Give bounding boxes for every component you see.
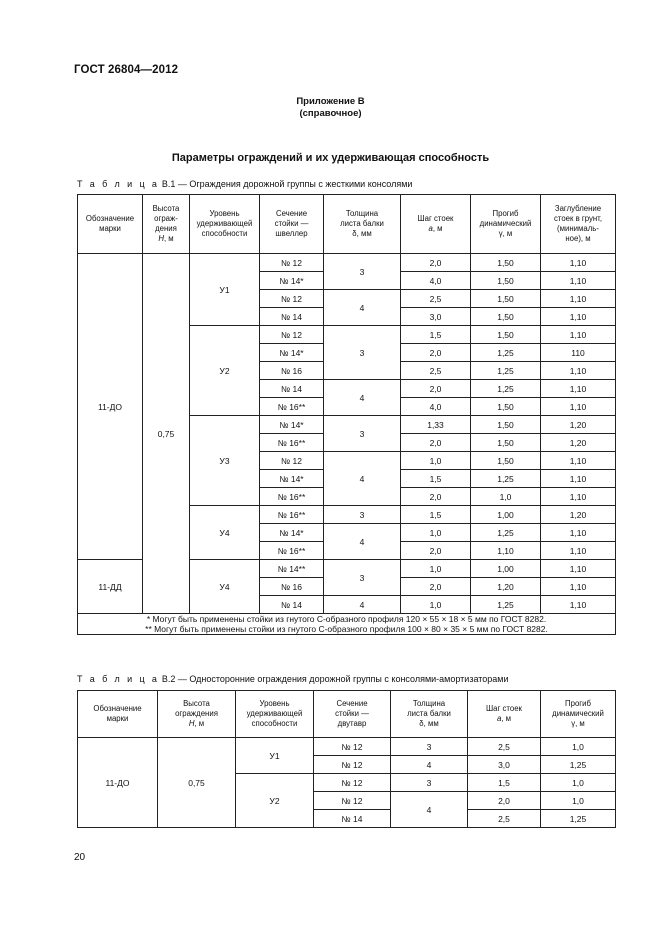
depth-cell: 1,10 [541,488,616,506]
table2 [77,690,616,828]
table2-header-6: Прогиб динамический γ, м [541,691,616,738]
thickness-cell: 3 [391,774,468,792]
step-cell: 1,0 [401,596,471,614]
deflection-cell: 1,50 [471,272,541,290]
level-cell: У4 [190,506,260,560]
thickness-cell: 3 [324,506,401,524]
section-cell: № 16** [260,434,324,452]
depth-cell: 1,10 [541,290,616,308]
step-cell: 1,0 [401,560,471,578]
section-cell: № 16** [260,398,324,416]
step-cell: 2,0 [401,578,471,596]
table2-header-2: Уровень удерживающей способности [236,691,314,738]
depth-cell: 1,10 [541,272,616,290]
step-cell: 1,5 [401,506,471,524]
deflection-cell: 1,20 [471,578,541,596]
depth-cell: 1,10 [541,326,616,344]
thickness-cell: 3 [324,254,401,290]
level-cell: У1 [236,738,314,774]
table1-header-4: Толщина листа балки δ, мм [324,195,401,254]
depth-cell: 1,10 [541,578,616,596]
step-cell: 1,5 [468,774,541,792]
step-cell: 1,5 [401,326,471,344]
deflection-cell: 1,25 [471,524,541,542]
thickness-cell: 4 [391,792,468,828]
section-title: Параметры ограждений и их удерживающая способность [171,152,490,164]
deflection-cell: 1,0 [541,792,616,810]
step-cell: 2,0 [401,434,471,452]
section-cell: № 12 [314,792,391,810]
table1-caption [77,179,412,189]
section-cell: № 12 [260,290,324,308]
depth-cell: 1,10 [541,524,616,542]
deflection-cell: 1,25 [541,810,616,828]
section-cell: № 12 [260,326,324,344]
depth-cell: 1,10 [541,398,616,416]
deflection-cell: 1,00 [471,506,541,524]
deflection-cell: 1,0 [541,774,616,792]
thickness-cell: 3 [324,560,401,596]
appendix-subtitle: (справочное) [299,108,362,119]
deflection-cell: 1,25 [471,596,541,614]
thickness-cell: 4 [324,524,401,560]
deflection-cell: 1,50 [471,434,541,452]
table2-label: Т а б л и ц а [77,674,160,684]
depth-cell: 1,10 [541,362,616,380]
table1-header-1: Высота ограж- дения H, м [143,195,190,254]
thickness-cell: 3 [324,416,401,452]
page-number: 20 [74,852,86,863]
deflection-cell: 1,50 [471,290,541,308]
step-cell: 1,0 [401,452,471,470]
table2-header-row [78,691,616,738]
mark-cell: 11-ДД [78,560,143,614]
mark-cell: 11-ДО [78,254,143,560]
section-cell: № 14 [260,380,324,398]
deflection-cell: 1,0 [471,488,541,506]
step-cell: 1,33 [401,416,471,434]
step-cell: 2,5 [401,290,471,308]
deflection-cell: 1,10 [471,542,541,560]
section-cell: № 14* [260,470,324,488]
step-cell: 2,0 [468,792,541,810]
table1 [77,194,616,635]
deflection-cell: 1,25 [471,362,541,380]
step-cell: 4,0 [401,398,471,416]
appendix-title: Приложение В [296,96,365,107]
table1-note-2: ** Могут быть применены стойки из гнутого С-образного профиля 100 × 80 × 35 × 5 мм по ГОСТ 8282. [145,624,548,634]
depth-cell: 1,10 [541,308,616,326]
table1-label: Т а б л и ц а [77,179,160,189]
step-cell: 3,0 [401,308,471,326]
step-cell: 1,5 [401,470,471,488]
step-cell: 2,5 [401,362,471,380]
step-cell: 4,0 [401,272,471,290]
table1-header-0: Обозначение марки [78,195,143,254]
section-cell: № 14* [260,524,324,542]
level-cell: У4 [190,560,260,614]
deflection-cell: 1,25 [471,344,541,362]
thickness-cell: 4 [324,596,401,614]
deflection-cell: 1,25 [471,470,541,488]
thickness-cell: 3 [324,326,401,380]
table2-header-4: Толщина листа балки δ, мм [391,691,468,738]
level-cell: У2 [190,326,260,416]
section-cell: № 12 [314,774,391,792]
thickness-cell: 4 [324,290,401,326]
deflection-cell: 1,50 [471,308,541,326]
height-cell: 0,75 [143,254,190,614]
section-cell: № 12 [260,254,324,272]
table2-caption [77,674,509,684]
depth-cell: 1,20 [541,506,616,524]
table1-notes [78,614,616,635]
level-cell: У3 [190,416,260,506]
section-cell: № 12 [314,756,391,774]
table1-header-7: Заглубление стоек в грунт, (минималь- ное), м [541,195,616,254]
section-cell: № 14 [260,308,324,326]
deflection-cell: 1,50 [471,326,541,344]
table1-note-1: * Могут быть применены стойки из гнутого С-образного профиля 120 × 55 × 18 × 5 мм по ГОСТ 8282. [146,614,547,624]
thickness-cell: 4 [324,452,401,506]
step-cell: 2,0 [401,344,471,362]
table2-caption-text: В.2 — Односторонние ограждения дорожной группы с консолями-амортизаторами [159,674,509,684]
section-cell: № 12 [260,452,324,470]
mark-cell: 11-ДО [78,738,158,828]
step-cell: 2,0 [401,380,471,398]
section-cell: № 14 [314,810,391,828]
step-cell: 3,0 [468,756,541,774]
depth-cell: 1,20 [541,434,616,452]
height-cell: 0,75 [158,738,236,828]
step-cell: 2,0 [401,254,471,272]
table-row [78,254,616,272]
depth-cell: 1,10 [541,452,616,470]
table1-header-3: Сечение стойки — швеллер [260,195,324,254]
step-cell: 1,0 [401,524,471,542]
section-cell: № 16** [260,506,324,524]
deflection-cell: 1,00 [471,560,541,578]
depth-cell: 1,10 [541,254,616,272]
level-cell: У1 [190,254,260,326]
depth-cell: 1,10 [541,542,616,560]
deflection-cell: 1,25 [471,380,541,398]
deflection-cell: 1,25 [541,756,616,774]
table2-header-1: Высота ограждения H, м [158,691,236,738]
deflection-cell: 1,50 [471,398,541,416]
table2-header-3: Сечение стойки — двутавр [314,691,391,738]
section-cell: № 12 [314,738,391,756]
section-cell: № 14* [260,344,324,362]
thickness-cell: 3 [391,738,468,756]
table-row [78,738,616,756]
table2-header-0: Обозначение марки [78,691,158,738]
depth-cell: 1,10 [541,596,616,614]
section-cell: № 16 [260,578,324,596]
depth-cell: 1,10 [541,470,616,488]
depth-cell: 1,20 [541,416,616,434]
depth-cell: 1,10 [541,560,616,578]
deflection-cell: 1,50 [471,254,541,272]
table2-header-5: Шаг стоек a, м [468,691,541,738]
deflection-cell: 1,0 [541,738,616,756]
table1-header-row [78,195,616,254]
section-cell: № 14** [260,560,324,578]
level-cell: У2 [236,774,314,828]
step-cell: 2,5 [468,738,541,756]
section-cell: № 16 [260,362,324,380]
step-cell: 2,0 [401,488,471,506]
section-cell: № 16** [260,488,324,506]
table1-header-6: Прогиб динамический γ, м [471,195,541,254]
step-cell: 2,0 [401,542,471,560]
deflection-cell: 1,50 [471,452,541,470]
document-standard-number: ГОСТ 26804—2012 [74,64,179,76]
thickness-cell: 4 [391,756,468,774]
section-cell: № 16** [260,542,324,560]
table1-header-2: Уровень удерживающей способности [190,195,260,254]
section-cell: № 14* [260,272,324,290]
section-cell: № 14 [260,596,324,614]
table1-header-5: Шаг стоек a, м [401,195,471,254]
step-cell: 2,5 [468,810,541,828]
section-cell: № 14* [260,416,324,434]
table1-caption-text: В.1 — Ограждения дорожной группы с жесткими консолями [159,179,413,189]
depth-cell: 110 [541,344,616,362]
depth-cell: 1,10 [541,380,616,398]
thickness-cell: 4 [324,380,401,416]
deflection-cell: 1,50 [471,416,541,434]
